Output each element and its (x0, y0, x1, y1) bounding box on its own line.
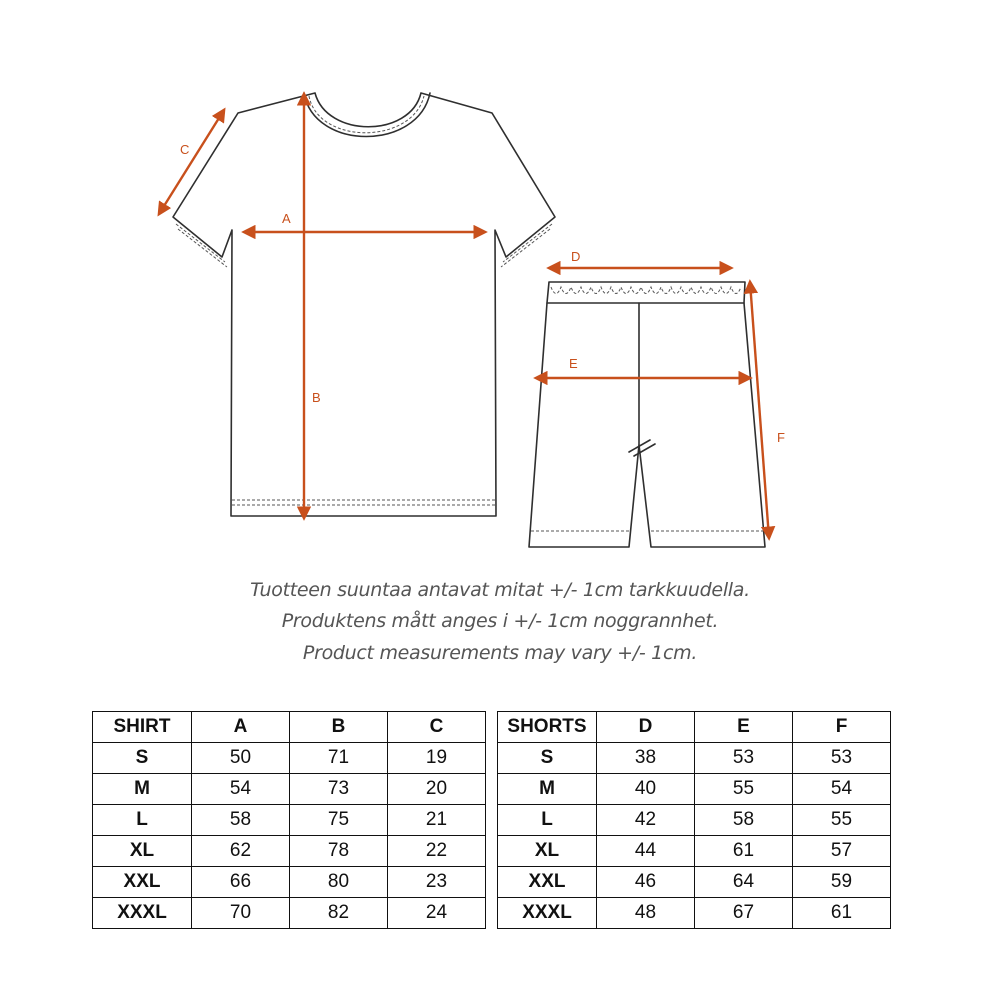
table-row (498, 898, 891, 929)
table-cell: 55 (793, 805, 891, 836)
table-row (93, 898, 486, 929)
table-cell: 80 (290, 867, 388, 898)
table-row (93, 774, 486, 805)
shorts-header-row (498, 712, 891, 743)
table-cell: 54 (192, 774, 290, 805)
table-header: SHIRT (93, 712, 192, 743)
size-cell: S (93, 743, 192, 774)
table-row (498, 867, 891, 898)
table-cell: 55 (695, 774, 793, 805)
table-row (93, 867, 486, 898)
table-cell: 64 (695, 867, 793, 898)
table-cell: 71 (290, 743, 388, 774)
table-cell: 54 (793, 774, 891, 805)
table-cell: 75 (290, 805, 388, 836)
table-cell: 59 (793, 867, 891, 898)
table-cell: 38 (597, 743, 695, 774)
size-cell: L (93, 805, 192, 836)
table-cell: 66 (192, 867, 290, 898)
size-cell: XL (93, 836, 192, 867)
label-f: F (777, 430, 785, 445)
measure-c-arrow (159, 110, 224, 214)
table-cell: 24 (388, 898, 486, 929)
table-row (93, 836, 486, 867)
table-cell: 40 (597, 774, 695, 805)
table-row (498, 836, 891, 867)
table-header: F (793, 712, 891, 743)
table-cell: 46 (597, 867, 695, 898)
table-header: SHORTS (498, 712, 597, 743)
size-cell: XXXL (498, 898, 597, 929)
table-cell: 67 (695, 898, 793, 929)
table-cell: 50 (192, 743, 290, 774)
table-cell: 53 (695, 743, 793, 774)
table-cell: 44 (597, 836, 695, 867)
table-cell: 70 (192, 898, 290, 929)
table-cell: 48 (597, 898, 695, 929)
table-cell: 20 (388, 774, 486, 805)
table-cell: 73 (290, 774, 388, 805)
table-cell: 58 (695, 805, 793, 836)
label-a: A (282, 211, 291, 226)
table-cell: 61 (793, 898, 891, 929)
label-e: E (569, 356, 578, 371)
table-cell: 82 (290, 898, 388, 929)
table-cell: 19 (388, 743, 486, 774)
table-row (93, 805, 486, 836)
table-header: B (290, 712, 388, 743)
label-c: C (180, 142, 190, 157)
table-cell: 58 (192, 805, 290, 836)
table-cell: 62 (192, 836, 290, 867)
size-cell: L (498, 805, 597, 836)
size-cell: M (498, 774, 597, 805)
table-row (498, 743, 891, 774)
table-header: A (192, 712, 290, 743)
table-header: C (388, 712, 486, 743)
label-d: D (571, 249, 581, 264)
size-cell: S (498, 743, 597, 774)
note-english: Product measurements may vary +/- 1cm. (302, 642, 698, 664)
table-header: E (695, 712, 793, 743)
table-row (93, 743, 486, 774)
size-cell: XL (498, 836, 597, 867)
label-b: B (312, 390, 321, 405)
shirt-size-table (92, 711, 486, 929)
table-cell: 21 (388, 805, 486, 836)
shorts-size-table (497, 711, 891, 929)
note-swedish: Produktens mått anges i +/- 1cm noggrannhet. (281, 610, 719, 632)
size-cell: XXL (498, 867, 597, 898)
note-finnish: Tuotteen suuntaa antavat mitat +/- 1cm tarkkuudella. (250, 579, 750, 601)
size-cell: XXXL (93, 898, 192, 929)
size-cell: M (93, 774, 192, 805)
table-cell: 78 (290, 836, 388, 867)
table-cell: 53 (793, 743, 891, 774)
table-cell: 57 (793, 836, 891, 867)
table-cell: 23 (388, 867, 486, 898)
shorts-outline (529, 282, 765, 547)
table-row (498, 774, 891, 805)
table-header: D (597, 712, 695, 743)
table-cell: 42 (597, 805, 695, 836)
shirt-header-row (93, 712, 486, 743)
size-cell: XXL (93, 867, 192, 898)
tshirt-outline (173, 93, 555, 516)
table-cell: 61 (695, 836, 793, 867)
table-row (498, 805, 891, 836)
table-cell: 22 (388, 836, 486, 867)
